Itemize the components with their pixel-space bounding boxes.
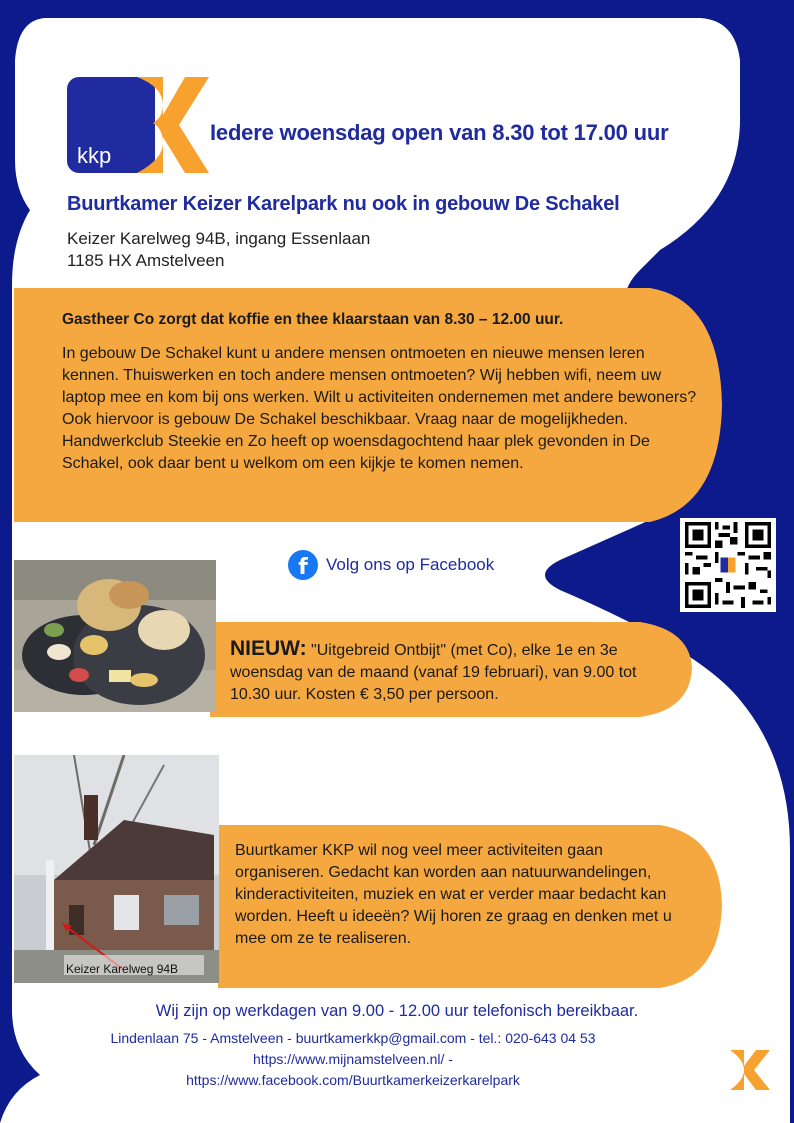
website-link[interactable]: https://www.mijnamstelveen.nl/ - (253, 1051, 453, 1067)
new-offer: "Uitgebreid Ontbijt" (met Co), elke 1e en 3e woensdag van de maand (vanaf 19 februari), van 9.00 tot 10.30 uur. Kosten € 3,50 per persoon. (230, 642, 637, 703)
address (67, 228, 370, 272)
availability-text: Wij zijn op werkdagen van 9.00 - 12.00 uur telefonisch bereikbaar. (155, 1002, 639, 1020)
photo-caption: Keizer Karelweg 94B (66, 962, 179, 976)
opening-hours-headline: Iedere woensdag open van 8.30 tot 17.00 uur (210, 120, 669, 145)
welkom-logo (708, 1050, 776, 1110)
facebook-url-link[interactable]: https://www.facebook.com/Buurtkamerkeizerkarelpark (186, 1072, 520, 1088)
facebook-link[interactable] (288, 550, 494, 580)
block2-text (230, 638, 670, 706)
address-line-2: 1185 HX Amstelveen (67, 251, 225, 270)
facebook-label: Volg ons op Facebook (326, 555, 495, 574)
block1-lead: Gastheer Co zorgt dat koffie en thee klaarstaan van 8.30 – 12.00 uur. (62, 311, 564, 328)
block3-text: Buurtkamer KKP wil nog veel meer activiteiten gaan organiseren. Gedacht kan worden aan natuurwandelingen, kinderactiviteiten, muziek en wat er verder maar bedacht kan worden. Heeft u ideeën? Wij horen ze graag en denken met u mee om ze te realiseren. (235, 842, 672, 947)
contact-info (0, 1028, 706, 1091)
qr-code[interactable] (680, 518, 776, 612)
logo-text: kkp (77, 143, 112, 168)
breakfast-photo (14, 560, 216, 712)
new-label: NIEUW: (230, 637, 307, 660)
block1-body: In gebouw De Schakel kunt u andere mensen ontmoeten en nieuwe mensen leren kennen. Thuiswerken en toch andere mensen ontmoeten? Wij hebben wifi, neem uw laptop mee en kom bij ons werken. Wilt u activiteiten ondernemen met andere bewoners? Ook hiervoor is gebouw De Schakel beschikbaar. Vraag naar de mogelijkheden. Handwerkclub Steekie en Zo heeft op woensdagochtend haar plek gevonden in De Schakel, ook daar bent u welkom om een kijkje te komen nemen. (62, 345, 697, 472)
contact-line: Lindenlaan 75 - Amstelveen - buurtkamerkkp@gmail.com - tel.: 020-643 04 53 (110, 1030, 596, 1046)
address-line-1: Keizer Karelweg 94B, ingang Essenlaan (67, 229, 371, 248)
building-photo (14, 755, 219, 983)
page-title: Buurtkamer Keizer Karelpark nu ook in gebouw De Schakel (67, 193, 620, 215)
welkom-text: welkom (718, 1094, 766, 1110)
facebook-icon: f (288, 550, 318, 580)
kkp-logo (67, 77, 209, 173)
